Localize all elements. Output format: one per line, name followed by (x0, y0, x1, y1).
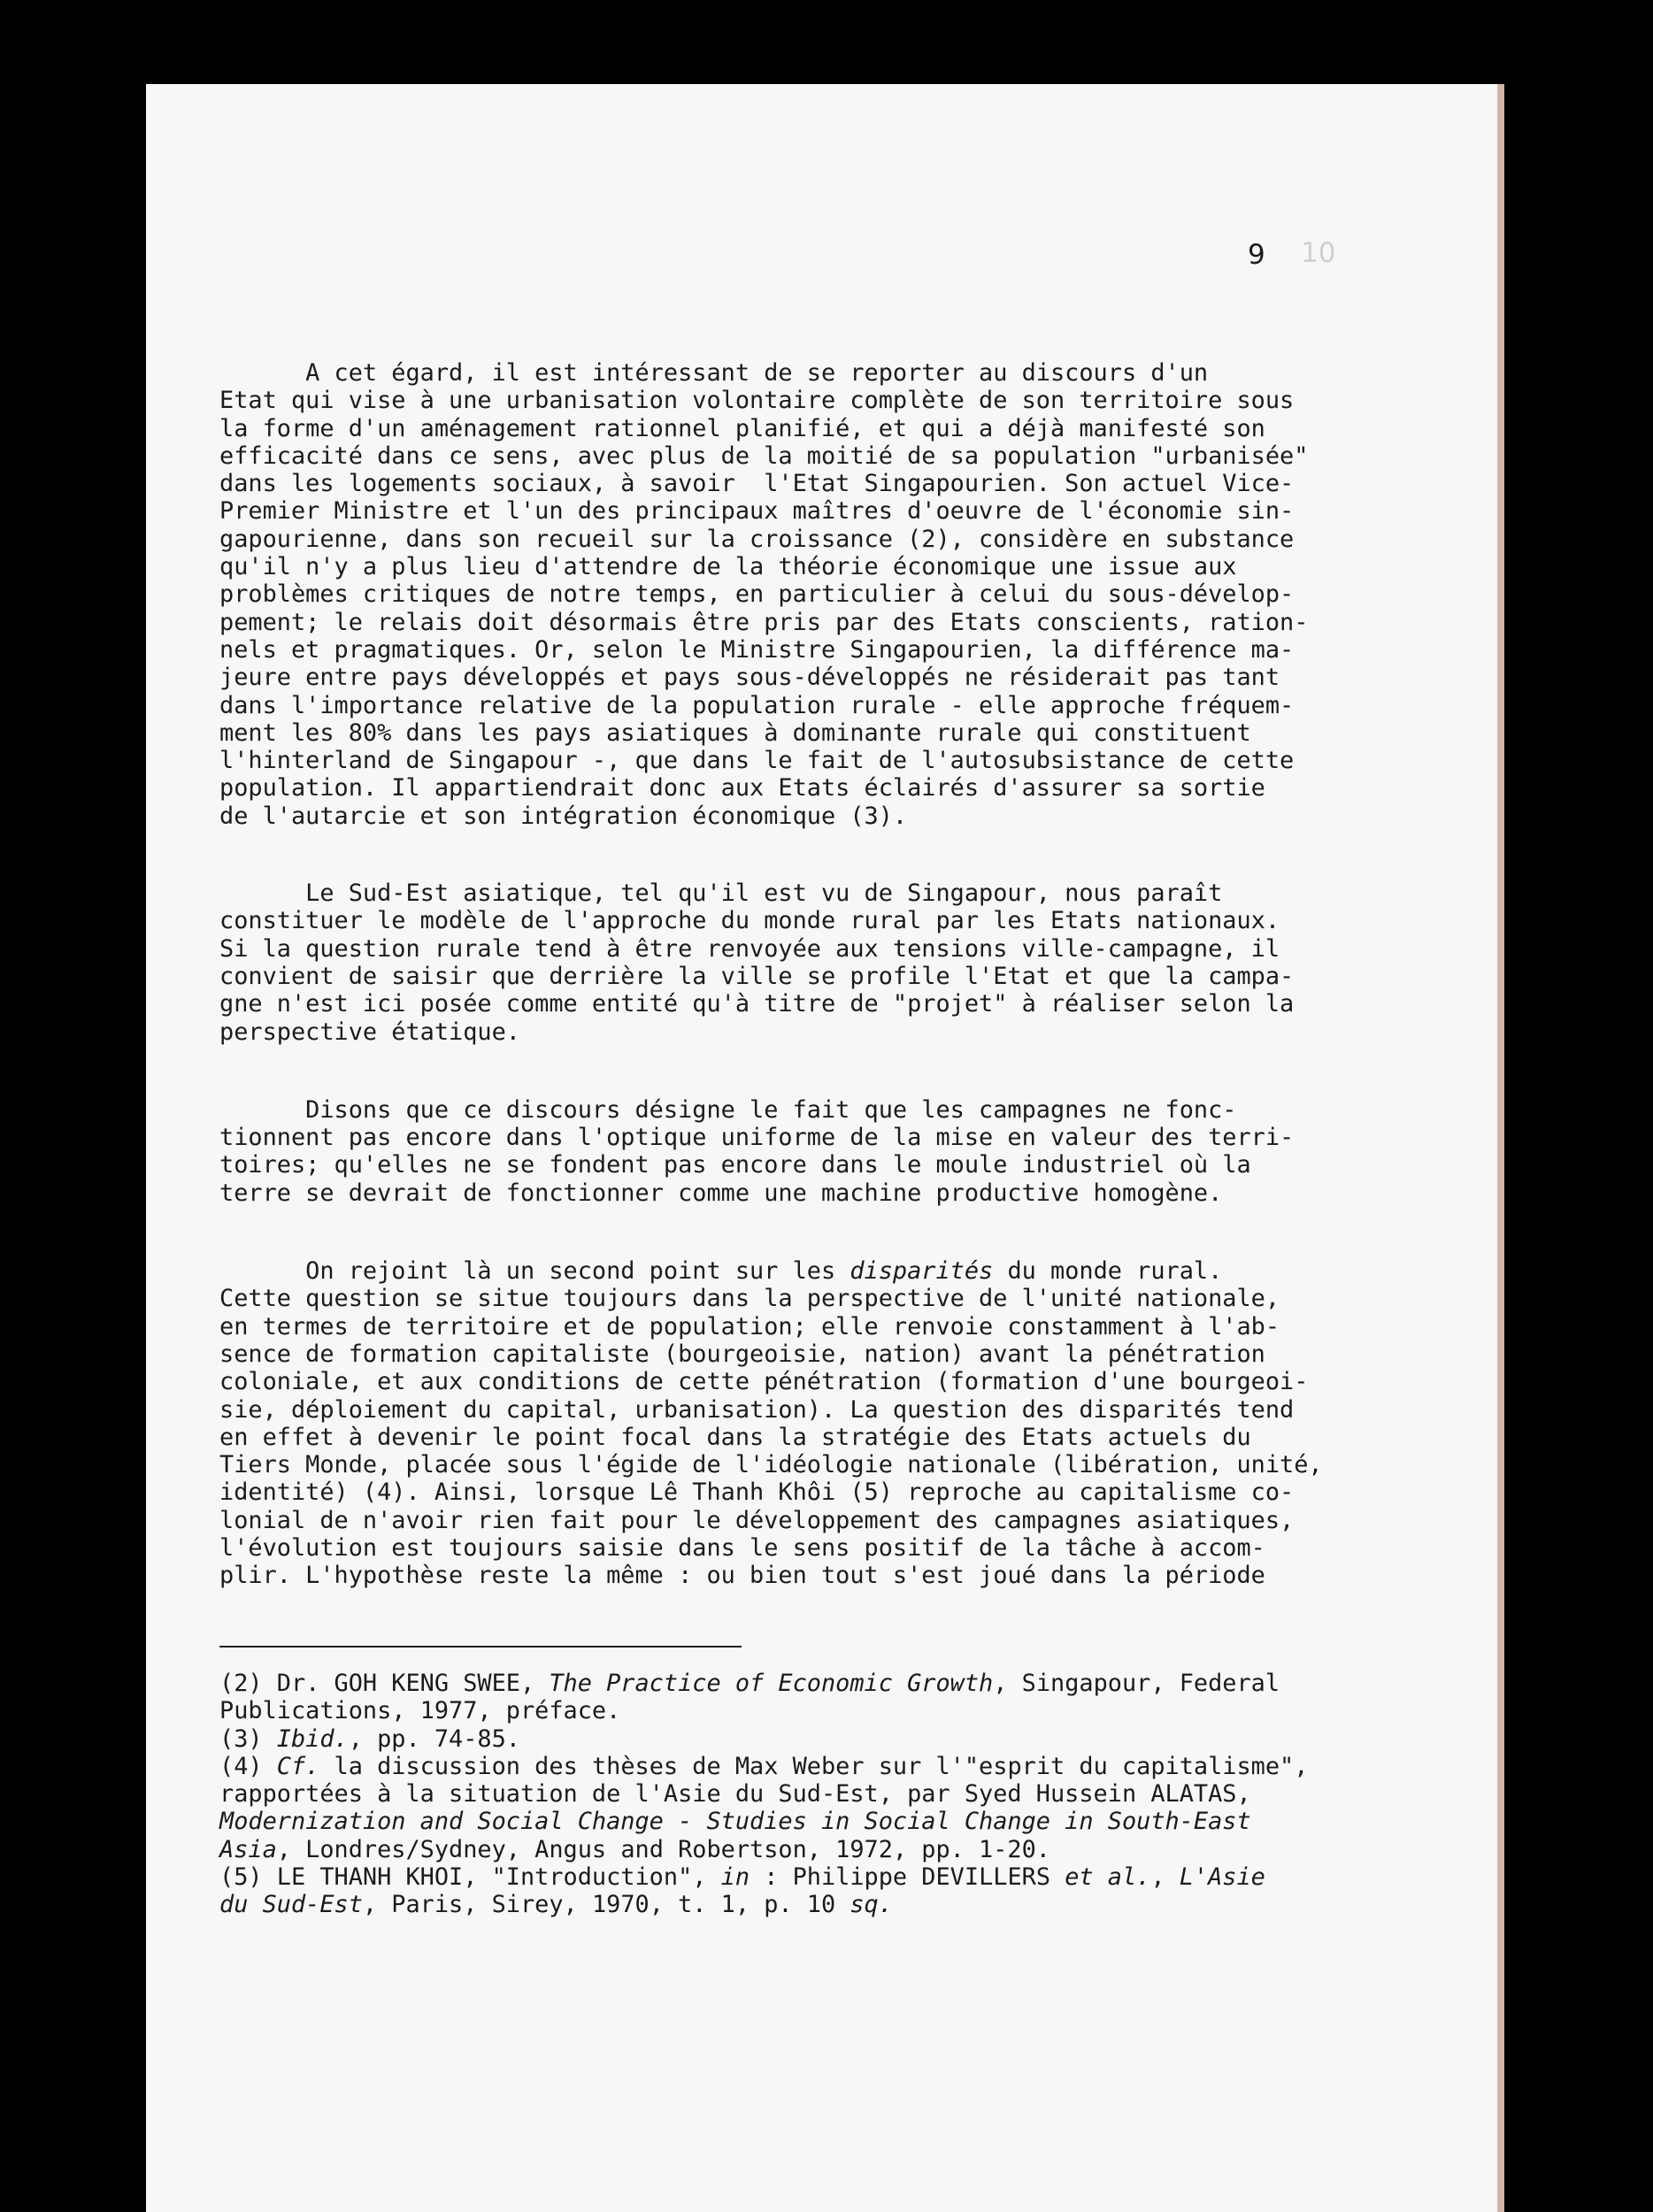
text-line: Cette question se situe toujours dans la perspective de l'unité nationale, (219, 1285, 1280, 1313)
footnote-line: (2) Dr. GOH KENG SWEE, The Practice of Economic Growth, Singapour, Federal (219, 1670, 1280, 1697)
body-text (219, 359, 1343, 1590)
text-line: gapourienne, dans son recueil sur la croissance (2), considère en substance (219, 525, 1295, 553)
page-edge (1497, 84, 1504, 2212)
text-line: de l'autarcie et son intégration économique (3). (219, 802, 908, 830)
text-line: efficacité dans ce sens, avec plus de la moitié de sa population "urbanisée" (219, 442, 1309, 470)
text-line: problèmes critiques de notre temps, en particulier à celui du sous-dévelop- (219, 580, 1295, 609)
text-line: Tiers Monde, placée sous l'égide de l'idéologie nationale (libération, unité, (219, 1451, 1323, 1479)
text-line: toires; qu'elles ne se fondent pas encore dans le moule industriel où la (219, 1151, 1251, 1179)
text-line: l'hinterland de Singapour -, que dans le fait de l'autosubsistance de cette (219, 747, 1295, 775)
text-line: jeure entre pays développés et pays sous-développés ne résiderait pas tant (219, 664, 1280, 692)
text-line: la forme d'un aménagement rationnel planifié, et qui a déjà manifesté son (219, 414, 1265, 442)
text-line: identité) (4). Ainsi, lorsque Lê Thanh Khôi (5) reproche au capitalisme co- (219, 1479, 1295, 1507)
text-line: Disons que ce discours désigne le fait que les campagnes ne fonc- (219, 1095, 1237, 1124)
text-line: convient de saisir que derrière la ville se profile l'Etat et que la campa- (219, 962, 1295, 990)
footnote-line: du Sud-Est, Paris, Sirey, 1970, t. 1, p. 10 sq. (219, 1891, 893, 1919)
text-line: Premier Ministre et l'un des principaux maîtres d'oeuvre de l'économie sin- (219, 497, 1295, 526)
text-line: population. Il appartiendrait donc aux Etats éclairés d'assurer sa sortie (219, 774, 1265, 803)
footnote-line: (4) Cf. la discussion des thèses de Max Weber sur l'"esprit du capitalisme", (219, 1752, 1309, 1780)
text-line: l'évolution est toujours saisie dans le sens positif de la tâche à accom- (219, 1533, 1265, 1562)
text-line: dans l'importance relative de la population rurale - elle approche fréquem- (219, 691, 1295, 719)
text-line: terre se devrait de fonctionner comme une machine productive homogène. (219, 1179, 1223, 1207)
text-line: coloniale, et aux conditions de cette pénétration (formation d'une bourgeoi- (219, 1368, 1309, 1396)
page-number: 9 (1248, 239, 1265, 271)
text-line: On rejoint là un second point sur les disparités du monde rural. (219, 1257, 1223, 1286)
text-line: perspective étatique. (219, 1018, 520, 1046)
paragraph-2 (219, 879, 1343, 1046)
paragraph-1 (219, 359, 1343, 830)
text-line: en effet à devenir le point focal dans la stratégie des Etats actuels du (219, 1423, 1251, 1451)
show-through-number: 10 (1301, 237, 1336, 269)
paragraph-3 (219, 1096, 1343, 1207)
text-line: qu'il n'y a plus lieu d'attendre de la théorie économique une issue aux (219, 553, 1237, 581)
text-line: plir. L'hypothèse reste la même : ou bien tout s'est joué dans la période (219, 1562, 1265, 1590)
text-line: tionnent pas encore dans l'optique uniforme de la mise en valeur des terri- (219, 1124, 1295, 1152)
text-line: lonial de n'avoir rien fait pour le développement des campagnes asiatiques, (219, 1506, 1295, 1534)
footnote-line: Publications, 1977, préface. (219, 1697, 621, 1725)
text-line: nels et pragmatiques. Or, selon le Ministre Singapourien, la différence ma- (219, 635, 1295, 664)
footnote-line: (3) Ibid., pp. 74-85. (219, 1724, 520, 1753)
text-line: constituer le modèle de l'approche du monde rural par les Etats nationaux. (219, 907, 1280, 935)
footnote-line: Asia, Londres/Sydney, Angus and Robertson, 1972, pp. 1-20. (219, 1835, 1051, 1863)
footnote-line: rapportées à la situation de l'Asie du Sud-Est, par Syed Hussein ALATAS, (219, 1780, 1251, 1809)
text-line: sence de formation capitaliste (bourgeoisie, nation) avant la pénétration (219, 1340, 1265, 1368)
footnote-line: Modernization and Social Change - Studies in Social Change in South-East (219, 1808, 1251, 1836)
footnote-line: (5) LE THANH KHOI, "Introduction", in : Philippe DEVILLERS et al., L'Asie (219, 1863, 1265, 1892)
footnotes (219, 1670, 1352, 1919)
text-line: sie, déploiement du capital, urbanisation). La question des disparités tend (219, 1395, 1295, 1424)
text-line: dans les logements sociaux, à savoir l'Etat Singapourien. Son actuel Vice- (219, 470, 1295, 498)
footnote-rule (219, 1646, 742, 1647)
text-line: A cet égard, il est intéressant de se reporter au discours d'un (219, 359, 1209, 387)
text-line: ment les 80% dans les pays asiatiques à dominante rurale qui constituent (219, 718, 1251, 747)
text-line: gne n'est ici posée comme entité qu'à titre de "projet" à réaliser selon la (219, 990, 1295, 1018)
text-line: pement; le relais doit désormais être pris par des Etats conscients, ration- (219, 608, 1309, 636)
text-line: Etat qui vise à une urbanisation volontaire complète de son territoire sous (219, 387, 1295, 415)
paragraph-4 (219, 1257, 1343, 1590)
text-line: Si la question rurale tend à être renvoyée aux tensions ville-campagne, il (219, 934, 1280, 963)
text-line: en termes de territoire et de population; elle renvoie constamment à l'ab- (219, 1312, 1280, 1340)
text-line: Le Sud-Est asiatique, tel qu'il est vu de Singapour, nous paraît (219, 879, 1223, 908)
